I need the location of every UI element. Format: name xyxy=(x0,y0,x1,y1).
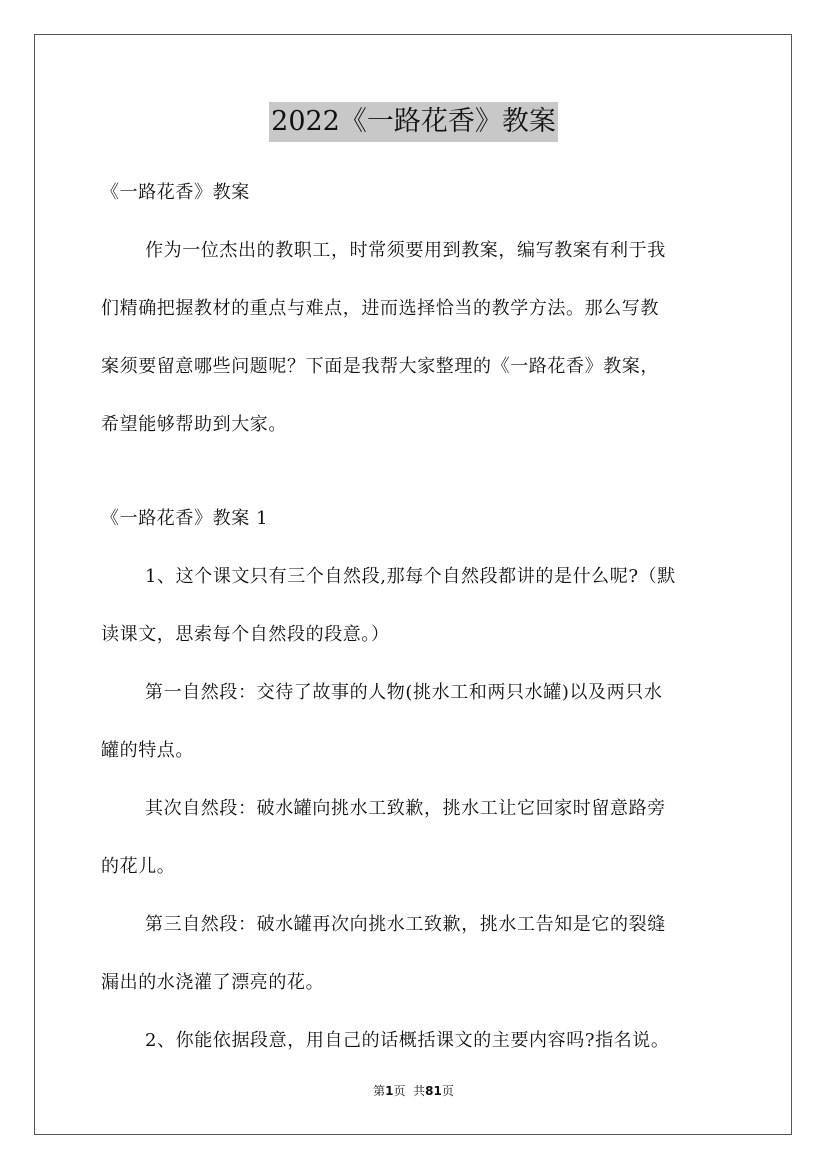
paragraph-2-line-2: 的花儿。 xyxy=(101,856,176,877)
footer-page-suffix: 页 xyxy=(441,1084,454,1098)
page-footer xyxy=(0,1083,827,1099)
intro-line-2: 们精确把握教材的重点与难点，进而选择恰当的教学方法。那么写教 xyxy=(101,298,659,319)
question-2-line-1: 2、你能依据段意，用自己的话概括课文的主要内容吗?指名说。 xyxy=(145,1030,670,1051)
section-1 xyxy=(101,490,727,1070)
title-wrap xyxy=(0,102,827,142)
footer-page-prefix: 第 xyxy=(373,1084,386,1098)
document-body xyxy=(101,164,727,454)
paragraph-2-line-1: 其次自然段：破水罐向挑水工致歉，挑水工让它回家时留意路旁 xyxy=(145,798,666,819)
footer-page-total: 81 xyxy=(425,1084,442,1098)
paragraph-3-line-2: 漏出的水浇灌了漂亮的花。 xyxy=(101,972,325,993)
paragraph-1-line-1: 第一自然段：交待了故事的人物(挑水工和两只水罐)以及两只水 xyxy=(145,682,663,703)
paragraph-3-line-1: 第三自然段：破水罐再次向挑水工致歉，挑水工告知是它的裂缝 xyxy=(145,914,666,935)
question-1-line-2: 读课文，思索每个自然段的段意。） xyxy=(101,624,390,645)
question-1-line-1: 1、这个课文只有三个自然段,那每个自然段都讲的是什么呢?（默 xyxy=(145,566,676,587)
footer-page-number: 1 xyxy=(385,1084,394,1098)
section1-heading: 《一路花香》教案 1 xyxy=(101,508,269,529)
intro-line-1: 作为一位杰出的教职工，时常须要用到教案，编写教案有利于我 xyxy=(145,240,666,261)
subtitle: 《一路花香》教案 xyxy=(101,182,250,203)
intro-line-4: 希望能够帮助到大家。 xyxy=(101,414,287,435)
paragraph-1-line-2: 罐的特点。 xyxy=(101,740,194,761)
intro-line-3: 案须要留意哪些问题呢？下面是我帮大家整理的《一路花香》教案， xyxy=(101,356,659,377)
footer-page-mid: 页 共 xyxy=(393,1084,426,1098)
document-title: 2022《一路花香》教案 xyxy=(269,102,558,142)
